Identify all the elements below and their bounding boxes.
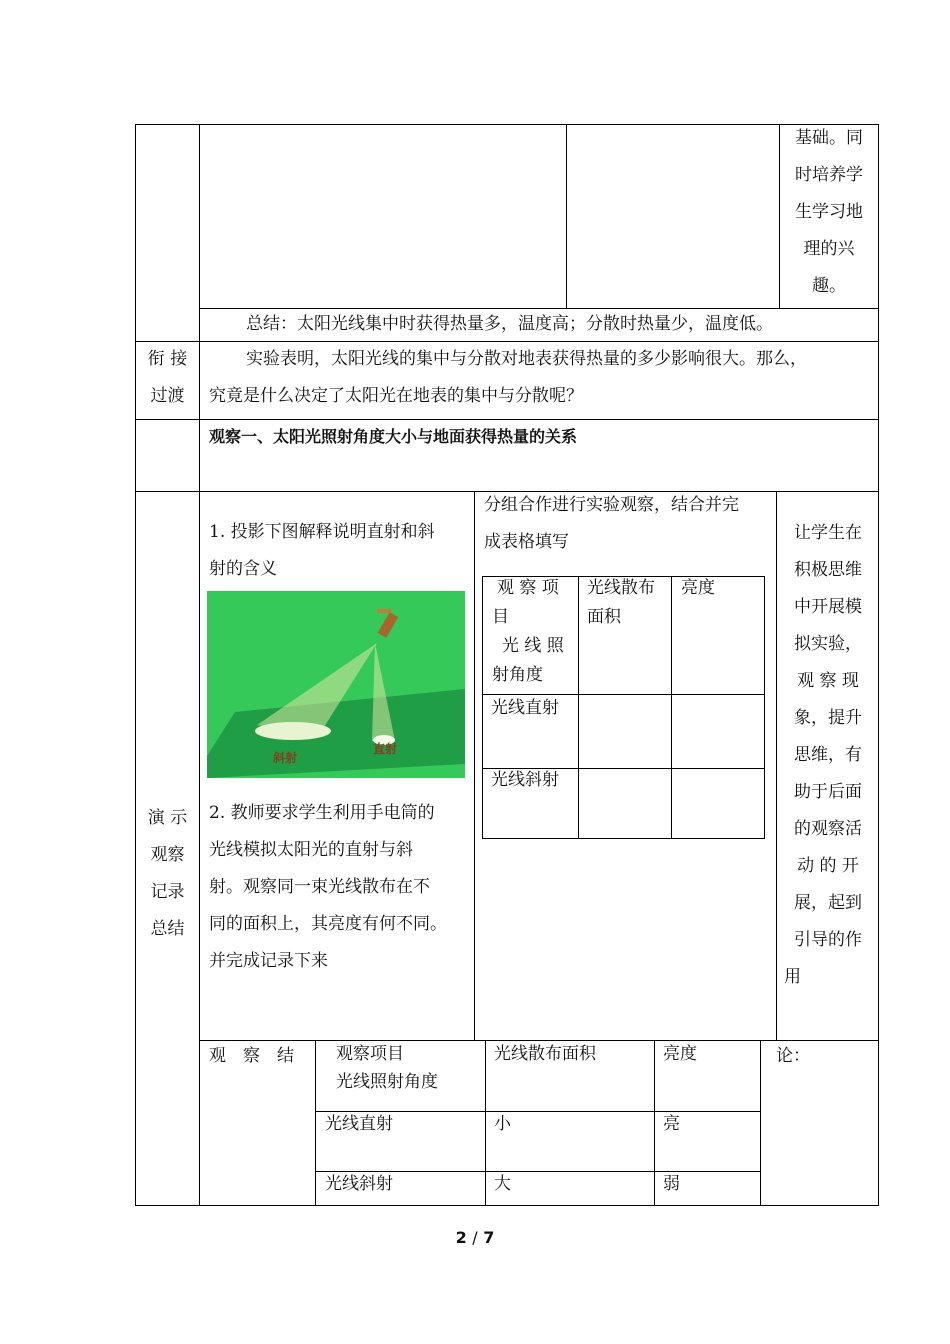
blank-table-header-brightness: 亮度 [681, 578, 715, 598]
conclusion-row-oblique-label: 光线斜射 [325, 1174, 393, 1194]
blank-table-row-oblique: 光线斜射 [491, 770, 559, 790]
figure-drawing [207, 591, 465, 778]
page-separator: / [472, 1228, 478, 1247]
page-number [0, 1228, 950, 1247]
oblique-label: 斜射 [273, 751, 298, 765]
direct-beam [372, 643, 395, 741]
conclusion-label-end: 论： [776, 1046, 810, 1066]
conclusion-header-area: 光线散布面积 [494, 1044, 596, 1064]
conclusion-header-brightness: 亮度 [663, 1044, 697, 1064]
conclusion-label: 观 察 结 [209, 1046, 294, 1066]
conclusion-row-direct-area: 小 [494, 1114, 511, 1134]
flashlight-head-icon [377, 609, 391, 613]
page-total: 7 [483, 1228, 495, 1247]
observation-title: 观察一、太阳光照射角度大小与地面获得热量的关系 [209, 427, 578, 446]
conclusion-row-oblique-brightness: 弱 [663, 1174, 680, 1194]
conclusion-row-direct-label: 光线直射 [325, 1114, 393, 1134]
conclusion-row-oblique-area: 大 [494, 1174, 511, 1194]
sunlight-angle-figure [207, 591, 465, 778]
conclusion-row-direct-brightness: 亮 [663, 1114, 680, 1134]
blank-table-row-direct: 光线直射 [491, 698, 559, 718]
flashlight-icon [378, 612, 399, 638]
direct-label: 直射 [373, 742, 398, 756]
oblique-spot [255, 722, 331, 740]
summary-text: 总结：太阳光线集中时获得热量多，温度高；分散时热量少，温度低。 [246, 314, 773, 334]
page-current: 2 [455, 1228, 467, 1247]
